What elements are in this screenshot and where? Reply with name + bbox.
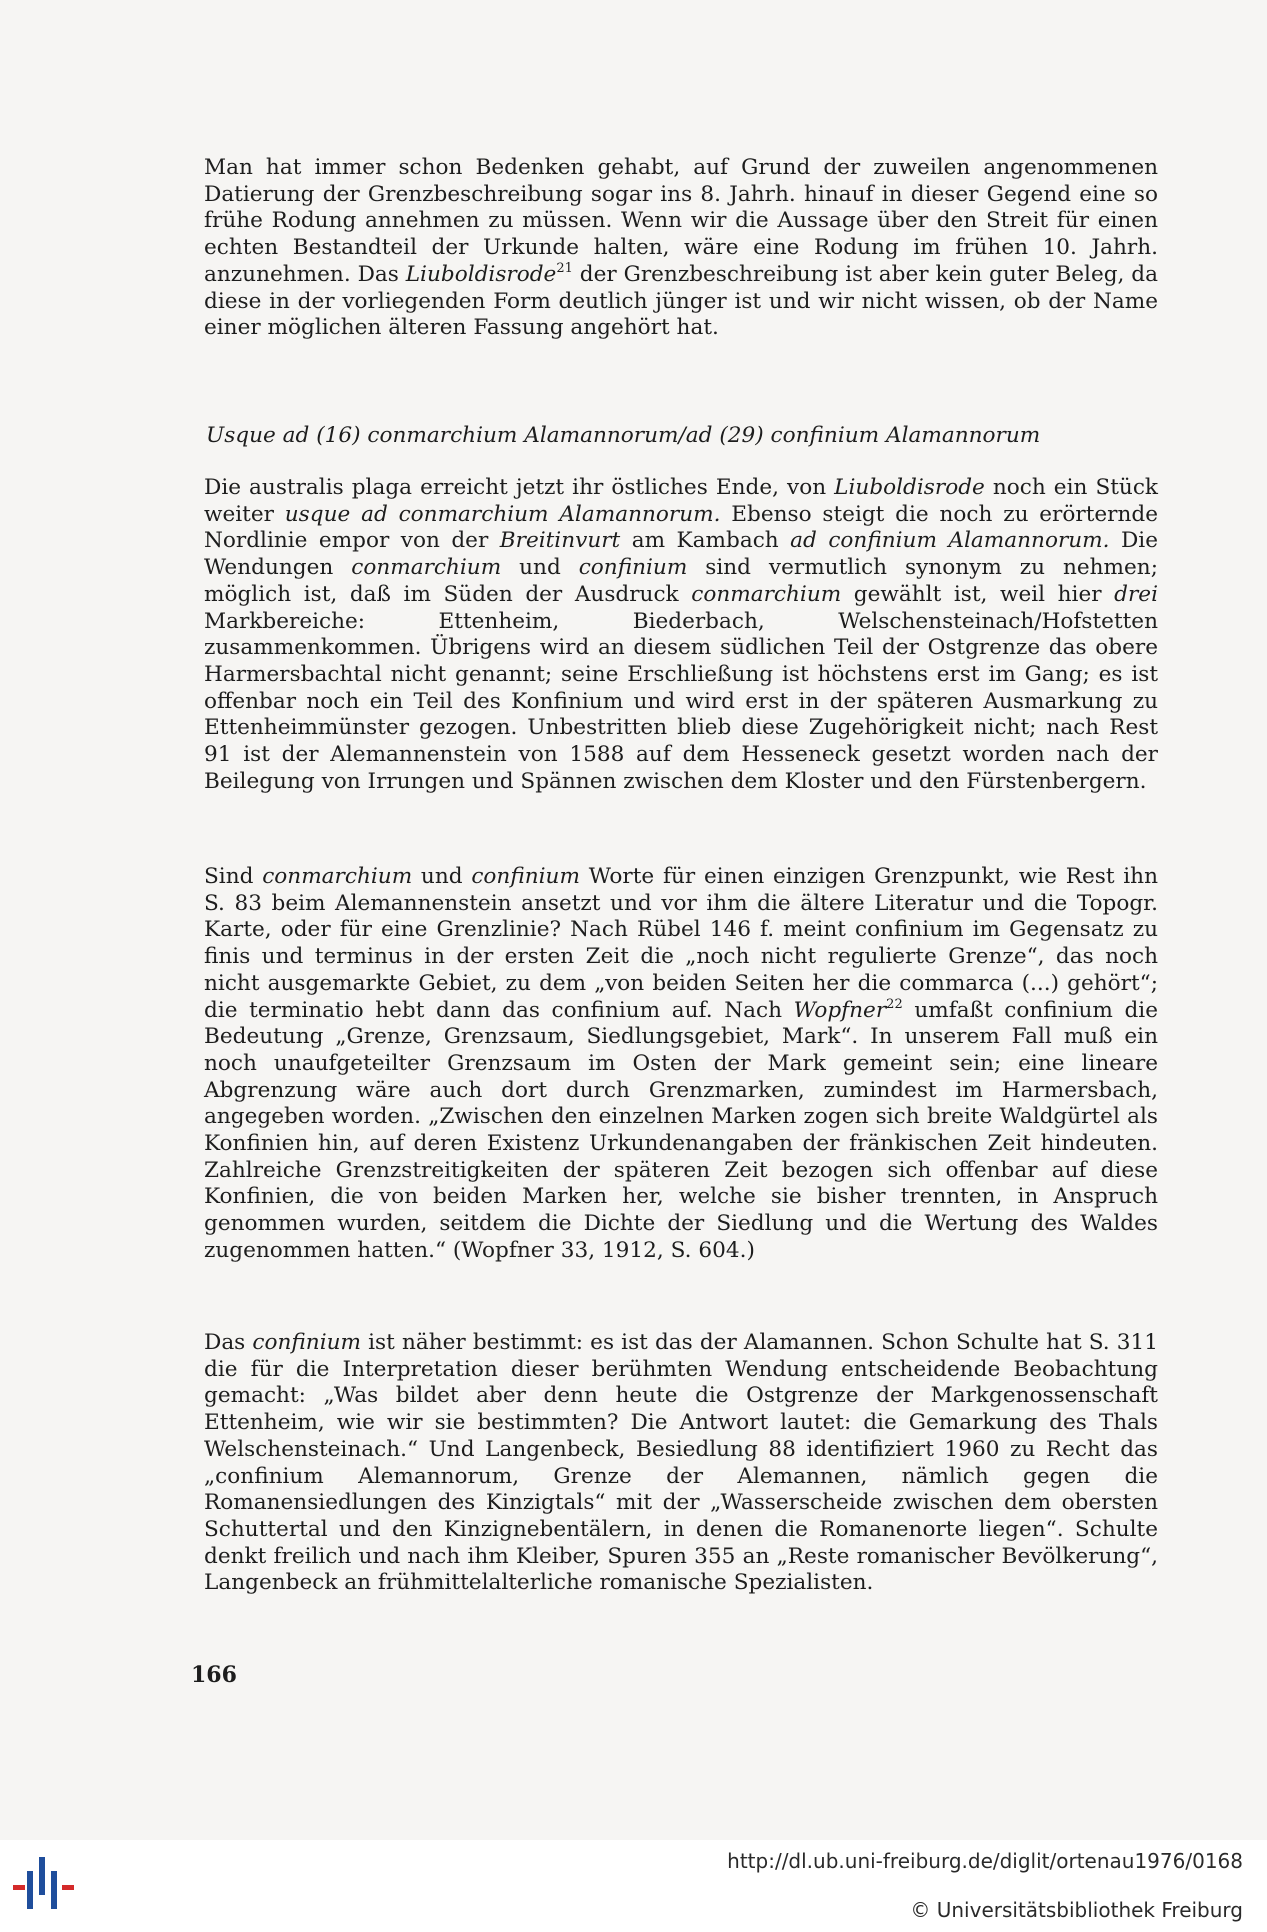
italic-term: conmarchium	[262, 864, 413, 889]
text-run: Die australis plaga erreicht jetzt ihr östliches Ende, von	[204, 475, 835, 500]
text-run: sind vermutlich synonym zu nehmen; möglich ist, daß im Süden der Ausdruck	[204, 555, 1158, 607]
text-run: gewählt ist, weil hier	[841, 581, 1115, 607]
italic-term: Breitinvurt	[499, 528, 621, 554]
paragraph	[204, 475, 1158, 795]
paragraph	[204, 155, 1158, 342]
text-run: am Kambach	[620, 528, 791, 554]
text-run: umfaßt confinium die Bedeutung „Grenze, Grenzsaum, Siedlungsgebiet, Mark“. In unserem Fall muß ein noch unaufgeteilter Grenzsaum im Osten der Mark gemeint sein; eine lineare Abgrenzung wäre auch dort durch Grenzmarken, zumindest im Harmersbach, angegeben worden. „Zwischen den einzelnen Marken zogen sich breite Waldgürtel als Konfinien hin, auf deren Existenz Urkundenangaben der fränkischen Zeit hindeuten. Zahlreiche Grenzstreitigkeiten der späteren Zeit bezogen sich offenbar auf diese Konfinien, die von beiden Marken her, welche sie bisher trennten, in Anspruch genommen wurden, seitdem die Dichte der Siedlung und die Wertung des Waldes zugenommen hatten.“ (Wopfner 33, 1912, S. 604.)	[204, 997, 1158, 1263]
footnote-ref: 21	[556, 260, 573, 276]
text-run: Sind	[204, 864, 263, 889]
text-run: Worte für einen einzigen Grenzpunkt, wie Rest ihn S. 83 beim Alemannenstein ansetzt und vor ihm die ältere Literatur und die Topogr. Karte, oder für eine Grenzlinie? Nach Rübel 146 f. meint confinium im Gegensatz zu finis und terminus in der ersten Zeit die „noch nicht regulierte Grenze“, das noch nicht ausgemarkte Gebiet, zu dem „von beiden Seiten her die commarca (...) gehört“; die terminatio hebt dann das confinium auf. Nach	[204, 864, 1158, 1023]
page-number: 166	[191, 1662, 237, 1688]
footnote-ref: 22	[886, 996, 903, 1012]
section-heading: Usque ad (16) conmarchium Alamannorum/ad (29) confinium Alamannorum	[206, 423, 1041, 448]
italic-term: conmarchium	[691, 581, 842, 607]
text-run: ist näher bestimmt: es ist das der Alamannen. Schon Schulte hat S. 311 die für die Interpretation dieser berühmten Wendung entscheidende Beobachtung gemacht: „Was bildet aber denn heute die Ostgrenze der Markgenossenschaft Ettenheim, wie wir sie bestimmten? Die Antwort lautet: die Gemarkung des Thals Welschensteinach.“ Und Langenbeck, Besiedlung 88 identifiziert 1960 zu Recht das „confinium Alemannorum, Grenze der Alemannen, nämlich gegen die Romanensiedlungen des Kinzigtals“ mit der „Wasserscheide zwischen dem obersten Schuttertal und den Kinzignebentälern, in denen die Romanenorte liegen“. Schulte denkt freilich und nach ihm Kleiber, Spuren 355 an „Reste romanischer Bevölkerung“, Langenbeck an frühmittelalterliche romanische Spezialisten.	[204, 1330, 1158, 1596]
italic-term: ad confinium Alamannorum.	[790, 528, 1110, 554]
text-run: Die Wendungen	[204, 528, 1158, 581]
text-run: der Grenzbeschreibung ist aber kein guter Beleg, da diese in der vorliegenden Form deutlich jünger ist und wir nicht wissen, ob der Name einer möglichen älteren Fassung angehört hat.	[204, 261, 1158, 341]
italic-term: confinium	[471, 864, 580, 889]
italic-term: Liuboldisrode	[834, 475, 985, 500]
italic-term: Wopfner	[793, 997, 887, 1023]
text-run: noch ein Stück weiter	[204, 475, 1158, 527]
copyright-notice: © Universitätsbibliothek Freiburg	[910, 1898, 1243, 1922]
text-run: Man hat immer schon Bedenken gehabt, auf Grund der zuweilen angenommenen Datierung der Grenzbeschreibung sogar ins 8. Jahrh. hinauf in dieser Gegend eine so frühe Rodung annehmen zu müssen. Wenn wir die Aussage über den Streit für einen echten Bestandteil der Urkunde halten, wäre eine Rodung im frühen 10. Jahrh. anzunehmen. Das	[204, 155, 1158, 287]
italic-term: drei	[1114, 581, 1158, 607]
italic-term: confinium	[252, 1330, 362, 1355]
paragraph	[204, 864, 1158, 1265]
italic-term: Liuboldisrode	[405, 261, 557, 287]
italic-term: conmarchium	[351, 555, 502, 581]
ub-freiburg-logo-icon[interactable]	[10, 1851, 80, 1923]
paragraph	[204, 1330, 1158, 1597]
text-run: Markbereiche: Ettenheim, Biederbach, Welschensteinach/Hofstetten zusammenkommen. Übrigens wird an diesem südlichen Teil der Ostgrenze das obere Harmersbachtal nicht genannt; seine Erschließung ist höchstens erst im Gang; es ist offenbar noch ein Teil des Konfinium und wird erst in der späteren Ausmarkung zu Ettenheimmünster gezogen. Unbestritten blieb diese Zugehörigkeit nicht; nach Rest 91 ist der Alemannenstein von 1588 auf dem Hesseneck gesetzt worden nach der Beilegung von Irrungen und Spännen zwischen dem Kloster und den Fürstenbergern.	[204, 608, 1158, 794]
text-run: und	[501, 555, 579, 581]
text-run: Ebenso steigt die noch zu erörternde Nordlinie empor von der	[204, 501, 1158, 554]
italic-term: confinium	[578, 555, 688, 581]
source-url-link[interactable]: http://dl.ub.uni-freiburg.de/diglit/ortenau1976/0168	[727, 1849, 1243, 1873]
italic-term: usque ad conmarchium Alamannorum.	[284, 501, 721, 527]
text-run: Das	[204, 1330, 253, 1355]
text-run: und	[412, 864, 472, 889]
